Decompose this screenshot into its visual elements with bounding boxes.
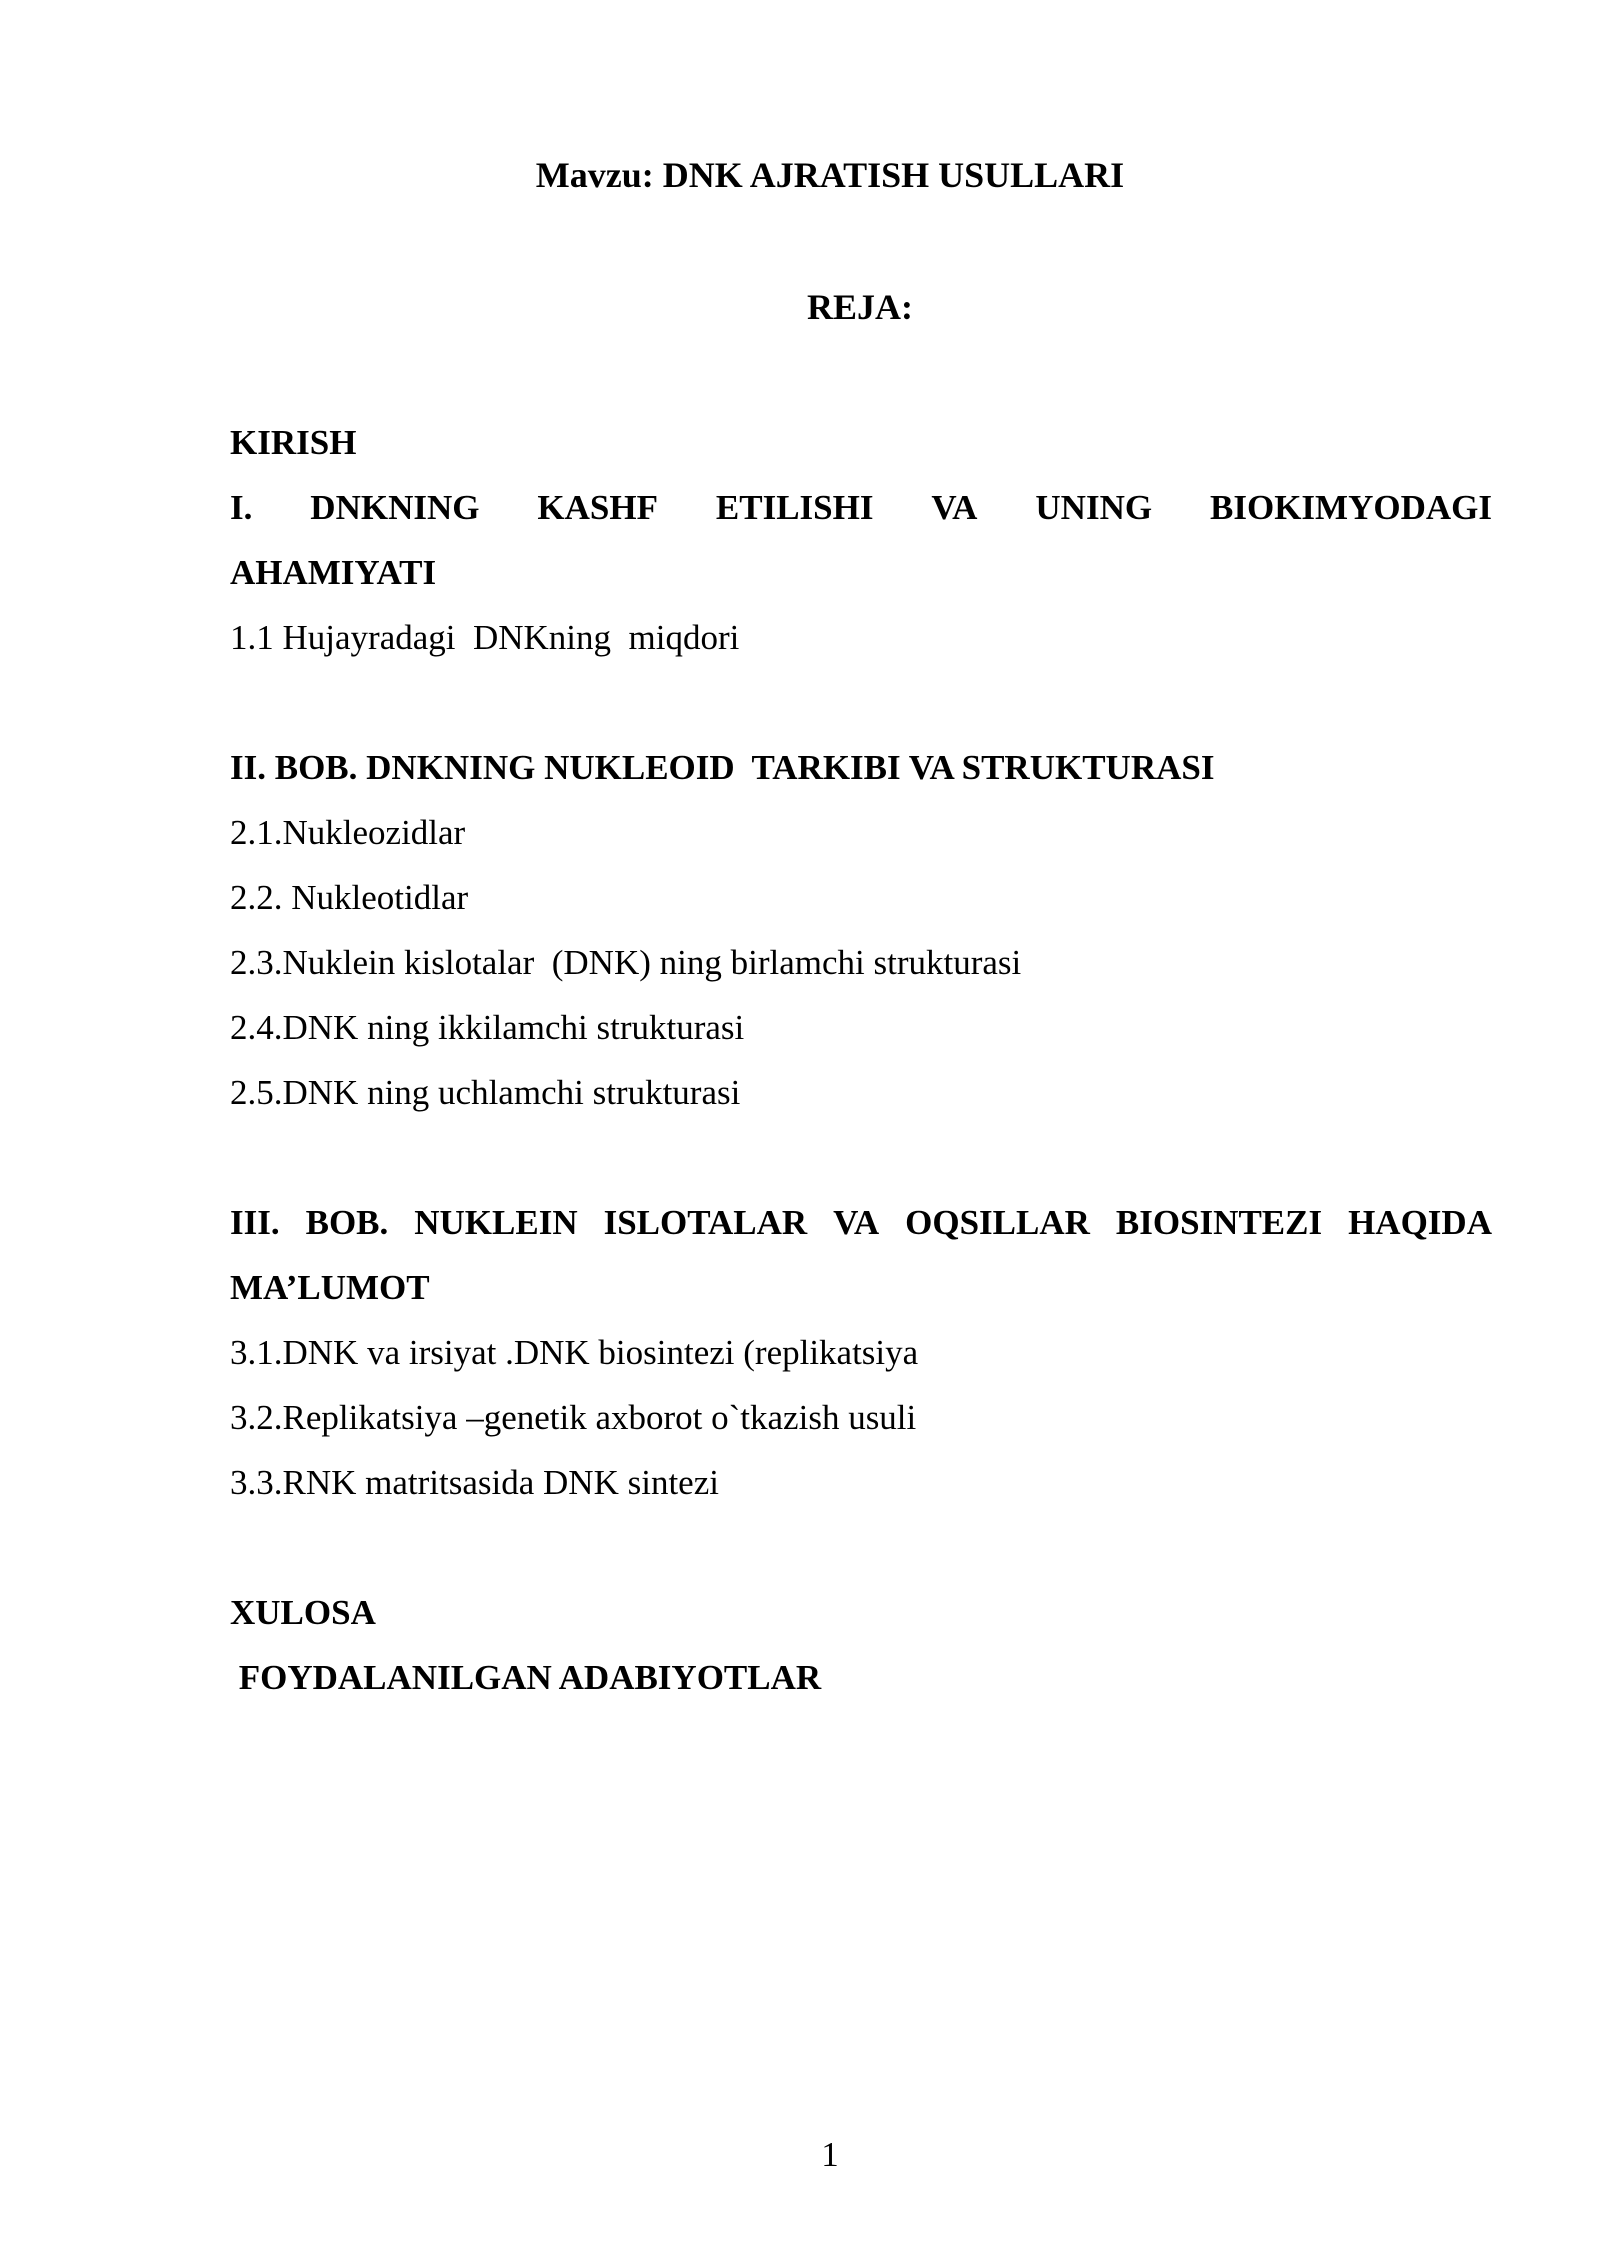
toc-intro: KIRISH	[230, 423, 357, 462]
toc-item: 2.3.Nuklein kislotalar (DNK) ning birlamchi strukturasi	[230, 943, 1022, 982]
toc-item: 3.2.Replikatsiya –genetik axborot o`tkazish usuli	[230, 1398, 917, 1437]
toc-chapter3-heading-continuation: MA’LUMOT	[230, 1268, 430, 1307]
plan-heading: REJA:	[807, 287, 913, 327]
toc-word: HAQIDA	[1348, 1203, 1492, 1242]
toc-chapter1-heading-continuation: AHAMIYATI	[230, 553, 437, 592]
toc-chapter3-heading	[230, 1190, 1492, 1255]
toc-word: I.	[230, 488, 253, 527]
table-of-contents	[230, 410, 1492, 1710]
toc-chapter2-heading: II. BOB. DNKNING NUKLEOID TARKIBI VA STRUKTURASI	[230, 748, 1215, 787]
toc-word: BIOKIMYODAGI	[1210, 488, 1492, 527]
toc-chapter1-heading	[230, 475, 1492, 540]
toc-word: NUKLEIN	[414, 1203, 578, 1242]
toc-word: ETILISHI	[715, 488, 874, 527]
toc-word: UNING	[1035, 488, 1153, 527]
toc-item: 3.1.DNK va irsiyat .DNK biosintezi (replikatsiya	[230, 1333, 919, 1372]
toc-word: VA	[931, 488, 978, 527]
toc-word: ISLOTALAR	[603, 1203, 808, 1242]
toc-word: VA	[833, 1203, 880, 1242]
toc-conclusion: XULOSA	[230, 1593, 376, 1632]
toc-item: 2.4.DNK ning ikkilamchi strukturasi	[230, 1008, 745, 1047]
toc-item: 2.1.Nukleozidlar	[230, 813, 466, 852]
toc-item: 3.3.RNK matritsasida DNK sintezi	[230, 1463, 719, 1502]
page-title: Mavzu: DNK AJRATISH USULLARI	[535, 155, 1125, 195]
toc-word: KASHF	[537, 488, 658, 527]
toc-item: 2.5.DNK ning uchlamchi strukturasi	[230, 1073, 741, 1112]
toc-word: DNKNING	[310, 488, 480, 527]
toc-word: OQSILLAR	[905, 1203, 1090, 1242]
toc-item: 2.2. Nukleotidlar	[230, 878, 469, 917]
toc-word: III.	[230, 1203, 280, 1242]
page-number: 1	[821, 2135, 839, 2174]
toc-word: BOB.	[305, 1203, 389, 1242]
toc-references: FOYDALANILGAN ADABIYOTLAR	[230, 1658, 822, 1697]
toc-word: BIOSINTEZI	[1115, 1203, 1323, 1242]
toc-item: 1.1 Hujayradagi DNKning miqdori	[230, 618, 740, 657]
